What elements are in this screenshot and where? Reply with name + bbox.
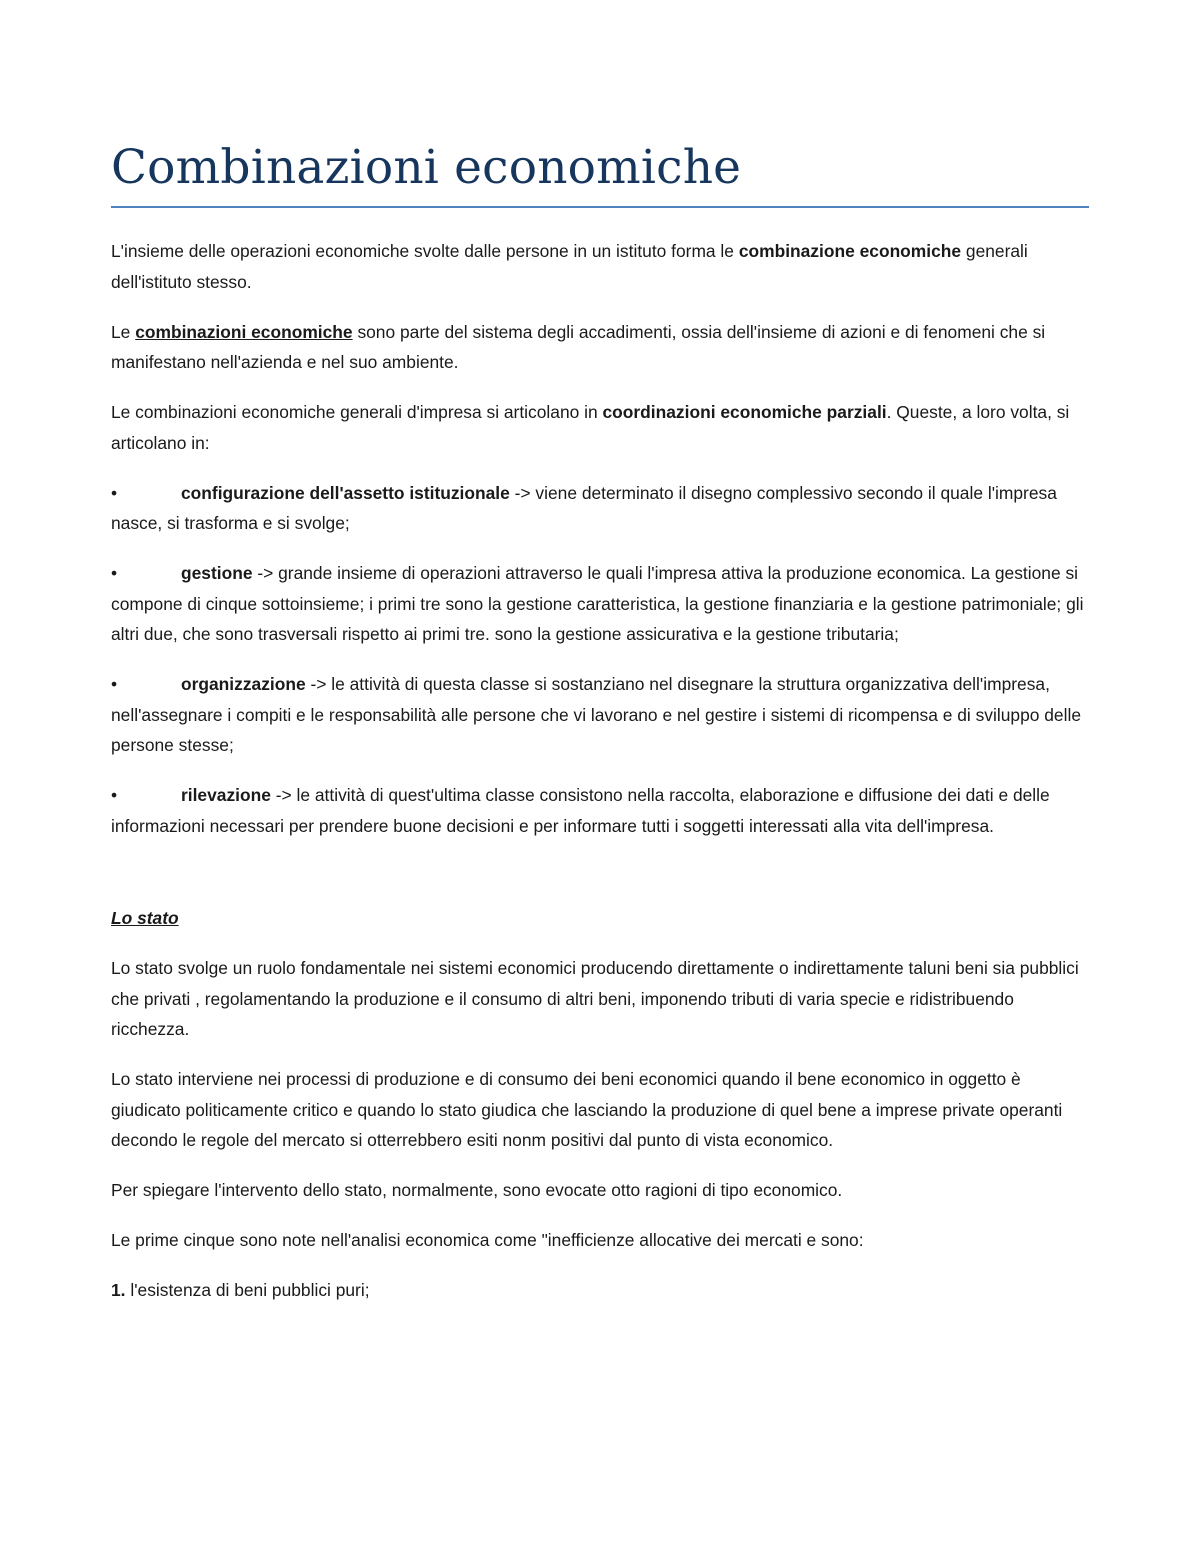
bullet-mark: •: [111, 482, 118, 503]
section-paragraph-1: Lo stato svolge un ruolo fondamentale nei sistemi economici producendo direttamente o indirettamente taluni beni sia pubblici che privati , regolamentando la produzione e il consumo di altri beni, imponendo tributi di varia specie e ridistribuendo ricchezza.: [111, 958, 1079, 1039]
intro-p3-text-a: Le combinazioni economiche generali d'impresa si articolano in: [111, 402, 603, 422]
bullet-text: -> grande insieme di operazioni attraverso le quali l'impresa attiva la produzione economica. La gestione si compone di cinque sottoinsieme; i primi tre sono la gestione caratteristica, la gestione finanziaria e la gestione patrimoniale; gli altri due, che sono trasversali rispetto ai primi tre. sono la gestione assicurativa e la gestione tributaria;: [111, 563, 1084, 644]
intro-p1-bold-term: combinazione economiche: [738, 241, 962, 261]
intro-p3-text-c: . Queste, a loro volta, si articolano in:: [111, 402, 1070, 453]
intro-p2-bold-term: combinazioni economiche: [135, 321, 353, 342]
page-title: Combinazioni economiche: [111, 140, 742, 195]
bullet-mark: •: [111, 563, 118, 583]
bullet-term: gestione: [181, 563, 253, 583]
section-paragraph-2: Lo stato interviene nei processi di produzione e di consumo dei beni economici quando il bene economico in oggetto è giudicato politicamente critico e quando lo stato giudica che lasciando la produzione di quel bene a imprese private operanti decondo le regole del mercato si otterrebbero esiti nonm positivi dal punto di vista economico.: [111, 1069, 1063, 1150]
document-body: [111, 236, 1089, 1325]
section-paragraph-3: Per spiegare l'intervento dello stato, normalmente, sono evocate otto ragioni di tipo economico.: [111, 1180, 843, 1200]
bullet-term: configurazione dell'assetto istituzionale: [181, 482, 510, 503]
bullet-text: -> viene determinato il disegno complessivo secondo il quale l'impresa nasce, si trasforma e si svolge;: [111, 482, 1057, 533]
title-underline-rule: [111, 206, 1089, 208]
bullet-text: -> le attività di quest'ultima classe consistono nella raccolta, elaborazione e diffusione dei dati e delle informazioni necessari per prendere buone decisioni e per informare tutti i soggetti interessati alla vita dell'impresa.: [111, 785, 1050, 836]
section-paragraph-4: Le prime cinque sono note nell'analisi economica come "inefficienze allocative dei mercati e sono:: [111, 1230, 864, 1250]
numbered-list-item: [111, 1275, 1089, 1306]
bullet-mark: •: [111, 785, 118, 805]
bullet-item: [111, 558, 1089, 650]
bullet-text: -> le attività di questa classe si sostanziano nel disegnare la struttura organizzativa dell'impresa, nell'assegnare i compiti e le responsabilità alle persone che vi lavorano e nel gestire i sistemi di ricompensa e di sviluppo delle persone stesse;: [111, 674, 1081, 755]
bullet-term: rilevazione: [181, 785, 271, 805]
bullet-mark: •: [111, 674, 118, 694]
intro-p2-text-c: sono parte del sistema degli accadimenti, ossia dell'insieme di azioni e di fenomeni che si manifestano nell'azienda e nel suo ambiente.: [111, 321, 1046, 372]
list-item-text: l'esistenza di beni pubblici puri;: [125, 1280, 370, 1300]
intro-paragraph-1: [111, 236, 1089, 297]
intro-paragraph-3: [111, 397, 1089, 458]
bullet-item: [111, 669, 1089, 761]
bullet-term: organizzazione: [181, 674, 306, 694]
bullet-item: [111, 780, 1089, 841]
section-heading-lo-stato: Lo stato: [111, 908, 179, 928]
intro-p2-text-a: Le: [111, 321, 136, 342]
list-number: 1.: [111, 1280, 126, 1300]
intro-p1-text-a: L'insieme delle operazioni economiche svolte dalle persone in un istituto forma le: [111, 241, 739, 261]
intro-p1-text-c: generali dell'istituto stesso.: [111, 241, 1028, 292]
bullet-item: [111, 478, 1089, 539]
intro-paragraph-2: [111, 317, 1089, 378]
intro-p3-bold-term: coordinazioni economiche parziali: [602, 402, 887, 422]
